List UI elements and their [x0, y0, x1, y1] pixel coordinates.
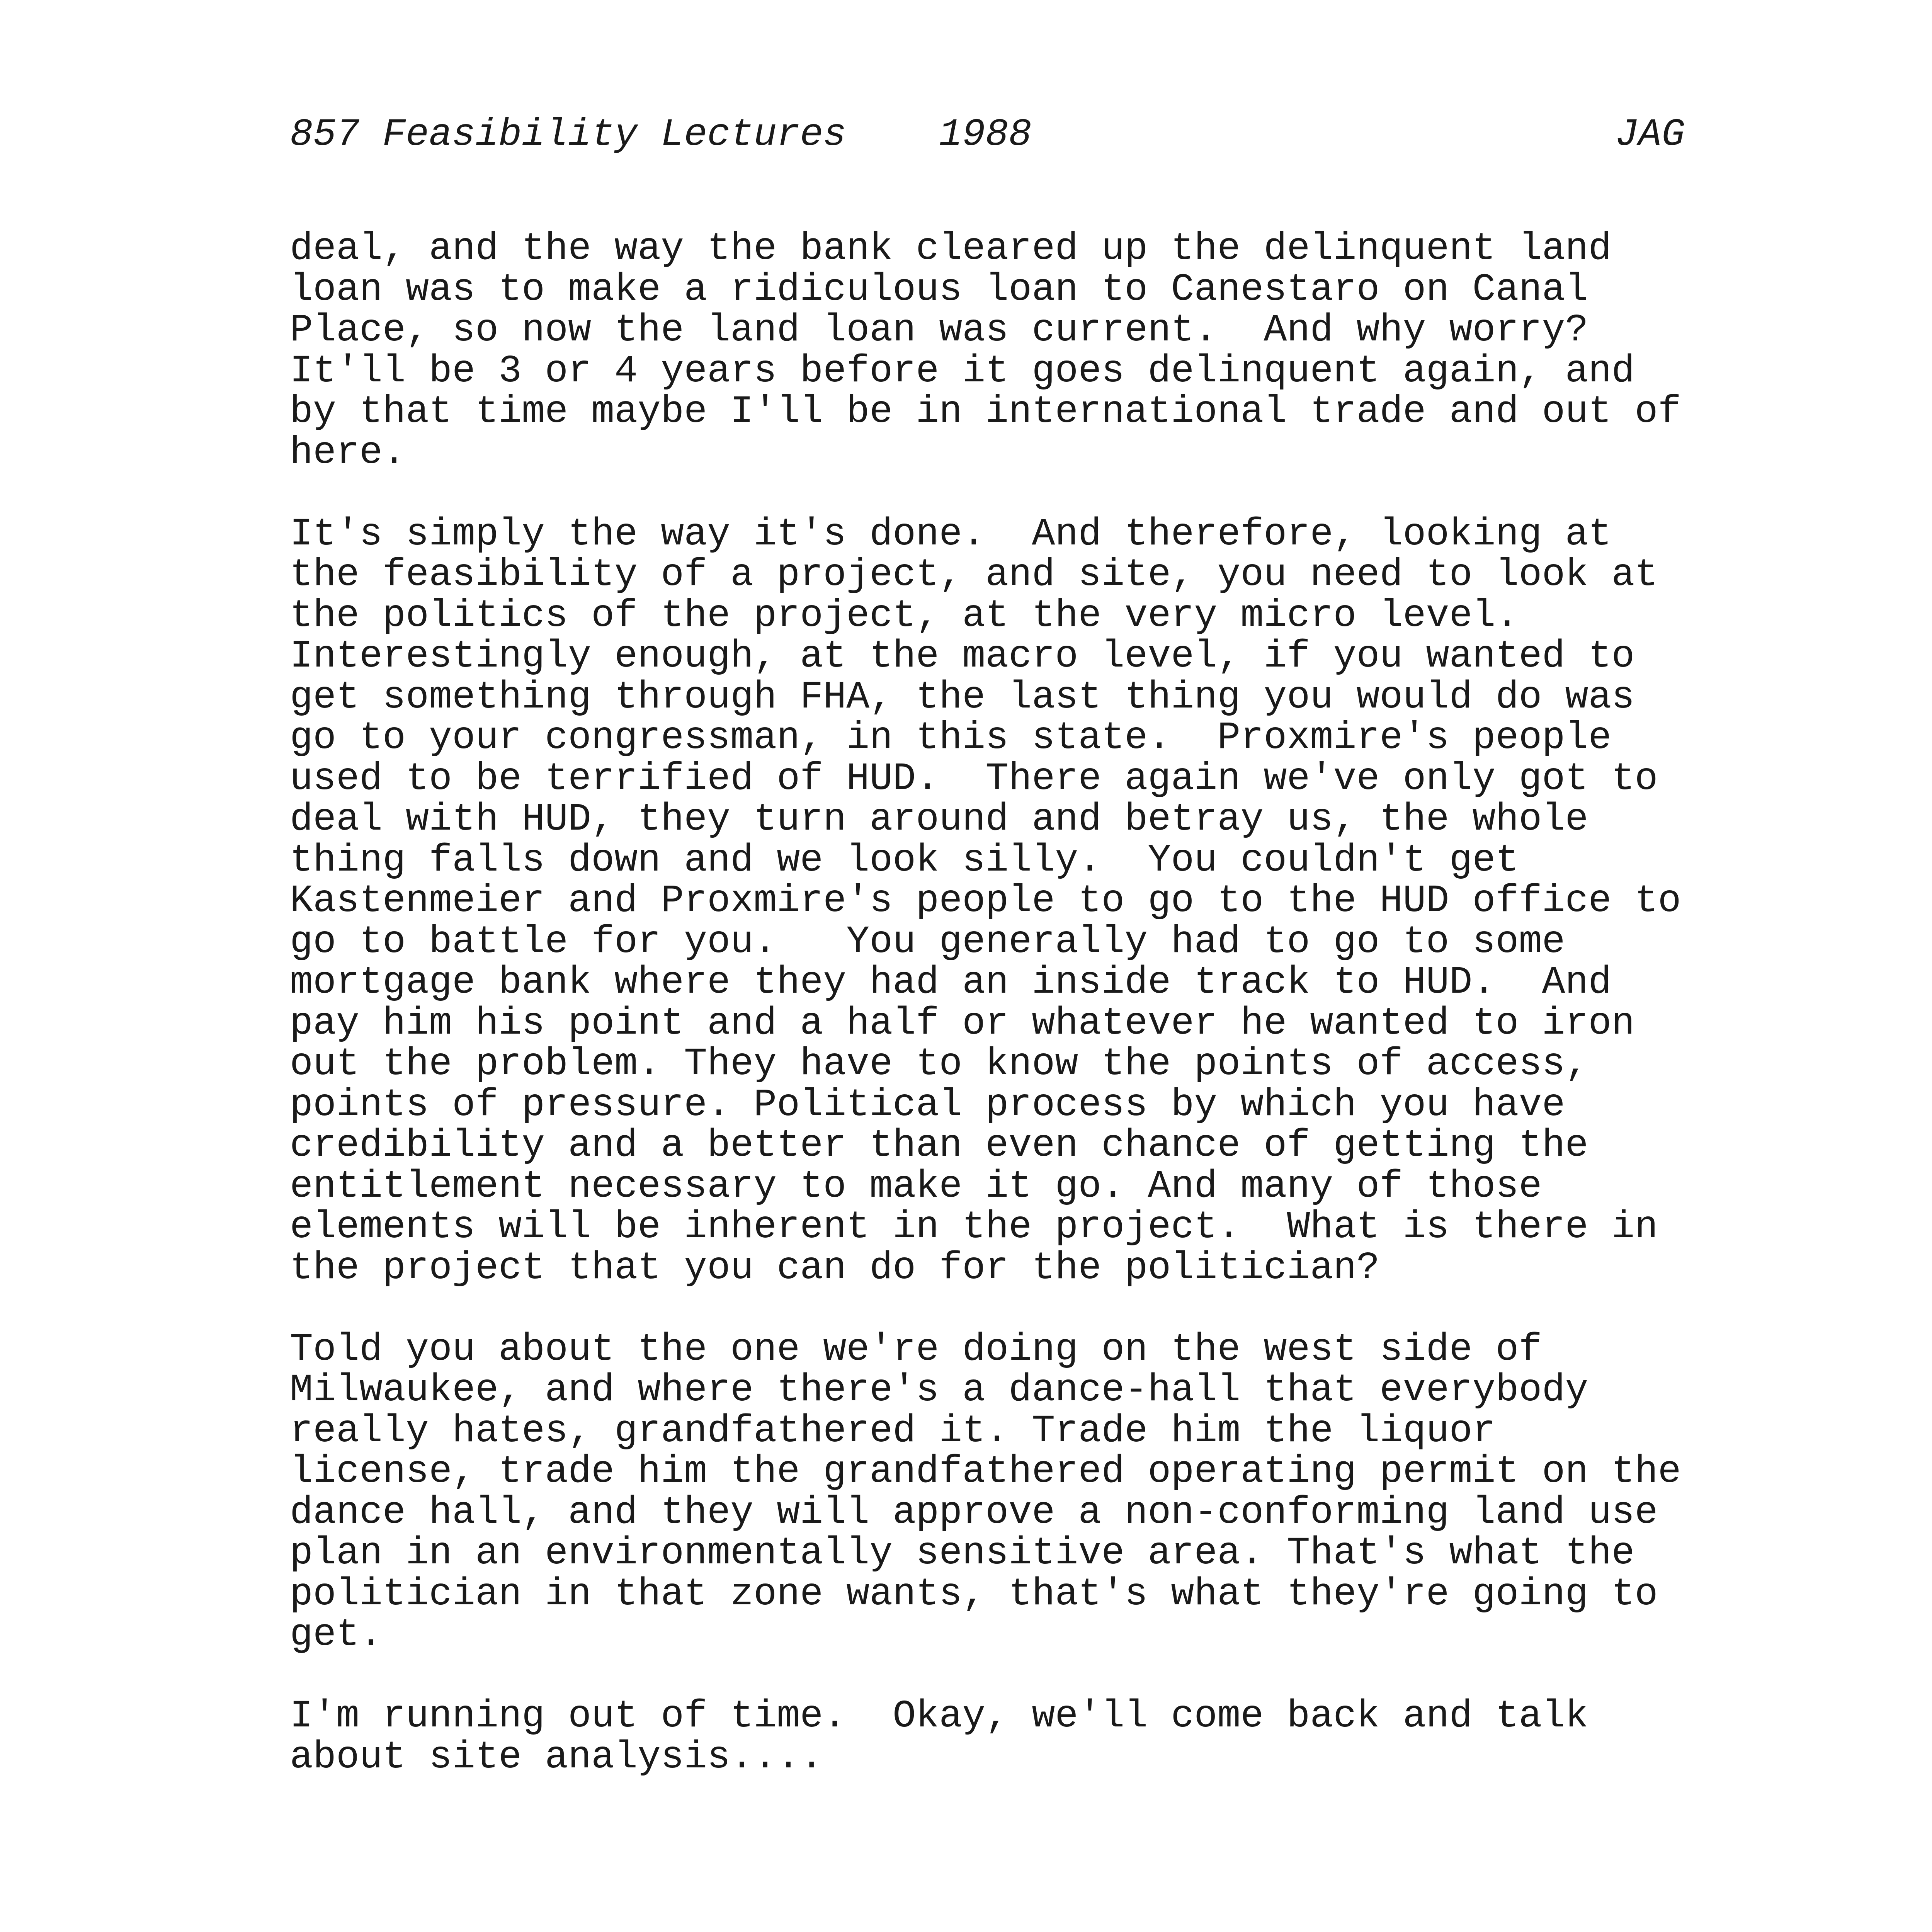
text-line: It'll be 3 or 4 years before it goes delinquent again, and [290, 349, 1635, 393]
text-line: get something through FHA, the last thing you would do was [290, 675, 1635, 719]
text-line: deal, and the way the bank cleared up the delinquent land [290, 227, 1612, 271]
text-line: elements will be inherent in the project. What is there in [290, 1206, 1658, 1249]
text-line: here. [290, 431, 406, 475]
text-line: dance hall, and they will approve a non-conforming land use [290, 1491, 1658, 1535]
text-line: go to battle for you. You generally had to go to some [290, 920, 1565, 964]
text-line: Interestingly enough, at the macro level, if you wanted to [290, 635, 1635, 679]
text-line: really hates, grandfathered it. Trade him the liquor [290, 1409, 1496, 1453]
text-line: loan was to make a ridiculous loan to Canestaro on Canal [290, 268, 1588, 312]
text-line: by that time maybe I'll be in international trade and out of [290, 390, 1681, 434]
text-line: Told you about the one we're doing on the west side of [290, 1328, 1542, 1372]
running-header [290, 112, 1685, 158]
text-line: the project that you can do for the politician? [290, 1246, 1380, 1290]
text-line: Milwaukee, and where there's a dance-hall that everybody [290, 1369, 1588, 1412]
body-text [290, 229, 1700, 1819]
header-course-title: 857 Feasibility Lectures [290, 113, 847, 157]
paragraph [290, 514, 1700, 1289]
text-line: about site analysis.... [290, 1735, 823, 1779]
text-line: points of pressure. Political process by which you have [290, 1083, 1565, 1127]
text-line: deal with HUD, they turn around and betray us, the whole [290, 798, 1588, 842]
paragraph [290, 229, 1700, 473]
text-line: plan in an environmentally sensitive area. That's what the [290, 1532, 1635, 1575]
text-line: Kastenmeier and Proxmire's people to go to the HUD office to [290, 879, 1681, 923]
paragraph [290, 1330, 1700, 1656]
text-line: out the problem. They have to know the points of access, [290, 1043, 1588, 1086]
text-line: the politics of the project, at the very micro level. [290, 594, 1519, 638]
text-line: pay him his point and a half or whatever he wanted to iron [290, 1002, 1635, 1046]
paragraph [290, 1696, 1700, 1778]
text-line: credibility and a better than even chance of getting the [290, 1124, 1588, 1168]
text-line: get. [290, 1613, 383, 1657]
text-line: used to be terrified of HUD. There again we've only got to [290, 757, 1658, 801]
text-line: It's simply the way it's done. And therefore, looking at [290, 512, 1612, 556]
text-line: entitlement necessary to make it go. And many of those [290, 1165, 1542, 1209]
text-line: I'm running out of time. Okay, we'll come back and talk [290, 1695, 1588, 1738]
text-line: Place, so now the land loan was current. And why worry? [290, 309, 1588, 352]
text-line: the feasibility of a project, and site, you need to look at [290, 553, 1658, 597]
text-line: politician in that zone wants, that's what they're going to [290, 1572, 1658, 1616]
text-line: thing falls down and we look silly. You couldn't get [290, 838, 1519, 883]
header-year: 1988 [939, 113, 1032, 157]
header-initials: JAG [1615, 113, 1685, 157]
text-line: go to your congressman, in this state. Proxmire's people [290, 716, 1612, 760]
text-line: mortgage bank where they had an inside track to HUD. And [290, 961, 1612, 1005]
text-line: license, trade him the grandfathered operating permit on the [290, 1450, 1681, 1494]
